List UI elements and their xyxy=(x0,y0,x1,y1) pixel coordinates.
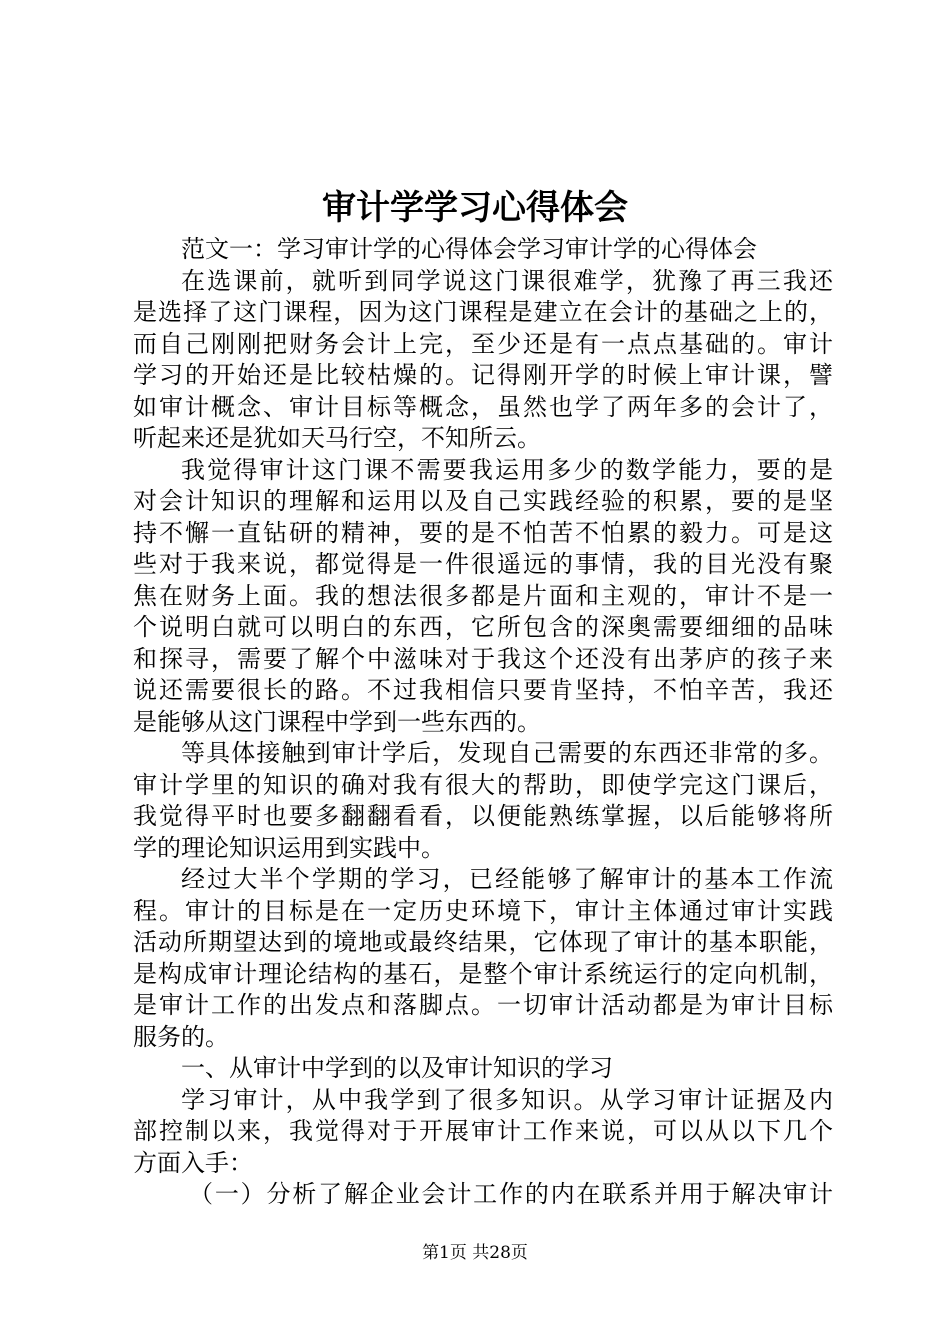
paragraph-line: 说还需要很长的路。不过我相信只要肯坚持，不怕辛苦，我还 xyxy=(133,676,833,704)
paragraph-line: 是选择了这门课程，因为这门课程是建立在会计的基础之上的， xyxy=(133,298,833,326)
paragraph-line: 活动所期望达到的境地或最终结果，它体现了审计的基本职能， xyxy=(133,928,833,956)
paragraph-line: 我觉得审计这门课不需要我运用多少的数学能力，要的是 xyxy=(181,455,833,484)
paragraph-line: 等具体接触到审计学后，发现自己需要的东西还非常的多。 xyxy=(181,739,833,767)
paragraph-line: 个说明白就可以明白的东西，它所包含的深奥需要细细的品味 xyxy=(133,613,833,641)
paragraph-line: 而自己刚刚把财务会计上完，至少还是有一点点基础的。审计 xyxy=(133,329,833,358)
paragraph-line: 学习的开始还是比较枯燥的。记得刚开学的时候上审计课，譬 xyxy=(133,361,833,389)
paragraph-line: 学习审计，从中我学到了很多知识。从学习审计证据及内 xyxy=(181,1085,833,1114)
page-number-footer: 第1页 共28页 xyxy=(422,1243,528,1263)
paragraph-line: 审计学里的知识的确对我有很大的帮助，即使学完这门课后， xyxy=(133,770,833,799)
paragraph-line: 持不懈一直钻研的精神，要的是不怕苦不怕累的毅力。可是这 xyxy=(133,518,833,547)
paragraph-line: 对会计知识的理解和运用以及自己实践经验的积累，要的是坚 xyxy=(133,487,833,515)
paragraph-line: 经过大半个学期的学习，已经能够了解审计的基本工作流 xyxy=(181,865,833,893)
paragraph-line: 范文一：学习审计学的心得体会学习审计学的心得体会 xyxy=(181,235,757,263)
paragraph-line: 是能够从这门课程中学到一些东西的。 xyxy=(133,707,541,736)
paragraph-line: 和探寻，需要了解个中滋味对于我这个还没有出茅庐的孩子来 xyxy=(133,644,833,673)
paragraph-line: 焦在财务上面。我的想法很多都是片面和主观的，审计不是一 xyxy=(133,581,833,610)
paragraph-line: 服务的。 xyxy=(133,1022,229,1051)
paragraph-line: 学的理论知识运用到实践中。 xyxy=(133,833,445,862)
paragraph-line: 方面入手： xyxy=(133,1148,253,1177)
paragraph-line: 程。审计的目标是在一定历史环境下，审计主体通过审计实践 xyxy=(133,896,833,925)
section-heading: 一、从审计中学到的以及审计知识的学习 xyxy=(181,1054,613,1082)
paragraph-line: 是审计工作的出发点和落脚点。一切审计活动都是为审计目标 xyxy=(133,991,833,1019)
paragraph-line: 是构成审计理论结构的基石，是整个审计系统运行的定向机制， xyxy=(133,959,833,988)
paragraph-line: （一）分析了解企业会计工作的内在联系并用于解决审计 xyxy=(189,1180,833,1208)
document-body xyxy=(133,234,833,1211)
paragraph-line: 在选课前，就听到同学说这门课很难学，犹豫了再三我还 xyxy=(181,266,833,295)
paragraph-line: 部控制以来，我觉得对于开展审计工作来说，可以从以下几个 xyxy=(133,1117,833,1145)
paragraph-line: 些对于我来说，都觉得是一件很遥远的事情，我的目光没有聚 xyxy=(133,550,833,578)
paragraph-line: 我觉得平时也要多翻翻看看，以便能熟练掌握，以后能够将所 xyxy=(133,802,833,830)
paragraph-line: 听起来还是犹如天马行空，不知所云。 xyxy=(133,424,541,452)
document-title: 审计学学习心得体会 xyxy=(322,188,628,228)
paragraph-line: 如审计概念、审计目标等概念，虽然也学了两年多的会计了， xyxy=(133,392,833,421)
